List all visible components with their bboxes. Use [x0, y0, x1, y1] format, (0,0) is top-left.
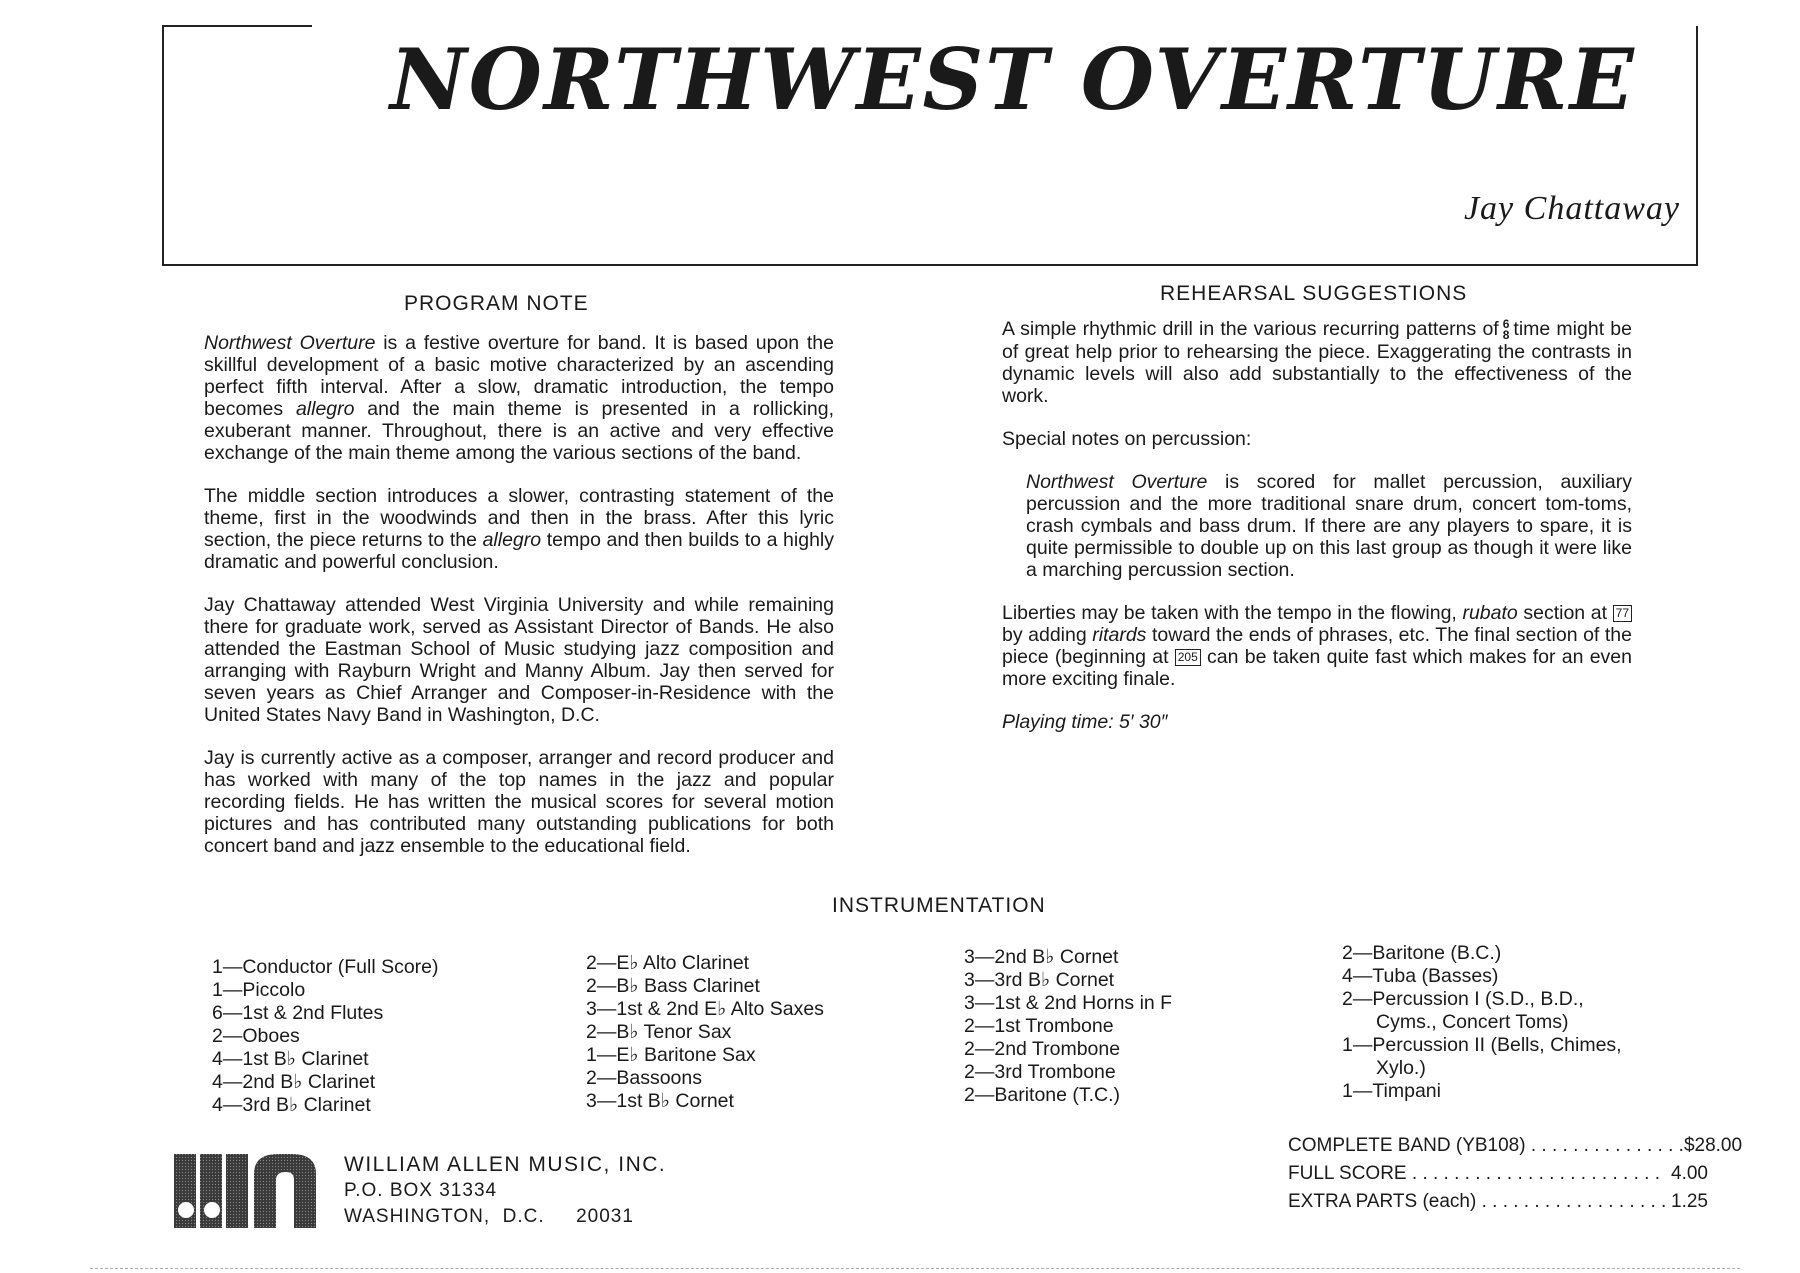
rehearsal-mark: 77 — [1613, 605, 1632, 622]
rehearsal-paragraph-1 — [1002, 318, 1632, 407]
text-run: is scored for mallet percussion, auxiliary percussion and the more traditional snare drum, concert tom-toms, crash cymbals and bass drum. If there are any players to spare, it is quite permissible to double up on this last group as though it were like a marching percussion section. — [1026, 470, 1632, 581]
program-note-paragraph-2 — [204, 485, 834, 573]
price-amount: 4.00 — [1671, 1163, 1708, 1184]
program-note-paragraph-3: Jay Chattaway attended West Virginia University and while remaining there for graduate work, served as Assistant Director of Bands. He also attended the Eastman School of Music studying jazz composition and arranging with Rayburn Wright and Manny Album. Jay then served for seven years as Chief Arranger and Composer-in-Residence with the United States Navy Band in Washington, D.C. — [204, 594, 834, 726]
instrument-item: 2—Bassoons — [586, 1067, 702, 1089]
instrumentation-column-2 — [586, 952, 824, 1113]
publisher-address-line-1: P.O. BOX 31334 — [344, 1180, 498, 1201]
instrument-item: Xylo.) — [1376, 1057, 1426, 1079]
price-label: COMPLETE BAND (YB108) . . . . . . . . . . . . . . . — [1288, 1135, 1684, 1156]
text-run: tempo and then builds to a highly dramatic and powerful conclusion. — [204, 529, 834, 573]
price-amount: 1.25 — [1671, 1191, 1708, 1212]
instrument-item: 1—Piccolo — [212, 979, 306, 1001]
instrument-item: 2—B♭ Tenor Sax — [586, 1021, 732, 1043]
instrument-item: 6—1st & 2nd Flutes — [212, 1002, 384, 1024]
publisher-address-line-2: WASHINGTON, D.C. 20031 — [344, 1206, 634, 1227]
time-signature — [1502, 316, 1510, 342]
instrumentation-column-4 — [1342, 942, 1622, 1103]
instrument-item: 3—3rd B♭ Cornet — [964, 969, 1115, 991]
text-run: toward the ends of phrases, etc. The final section of the piece (beginning at — [1002, 623, 1632, 668]
instrument-item: 4—Tuba (Basses) — [1342, 965, 1499, 987]
instrument-item: 1—Conductor (Full Score) — [212, 956, 439, 978]
tempo-term: rubato — [1462, 601, 1518, 624]
time-signature-denominator: 8 — [1502, 327, 1510, 342]
price-row — [1288, 1160, 1708, 1188]
publisher-name: WILLIAM ALLEN MUSIC, INC. — [344, 1153, 667, 1176]
price-list — [1288, 1132, 1743, 1216]
rehearsal-column — [1002, 318, 1632, 754]
instrument-item: 1—Percussion II (Bells, Chimes, — [1342, 1034, 1622, 1056]
instrument-item: 2—Percussion I (S.D., B.D., — [1342, 988, 1584, 1010]
instrument-item: 3—1st & 2nd E♭ Alto Saxes — [586, 998, 824, 1020]
playing-time: Playing time: 5′ 30″ — [1002, 710, 1168, 733]
composer-name: Jay Chattaway — [1463, 190, 1680, 227]
publisher-block — [344, 1152, 666, 1230]
text-run: can be taken quite fast which makes for an even more exciting finale. — [1002, 645, 1632, 690]
time-signature-numerator: 6 — [1502, 316, 1510, 331]
instrument-item: 2—Baritone (B.C.) — [1342, 942, 1502, 964]
instrumentation-column-3 — [964, 946, 1172, 1107]
price-row — [1288, 1188, 1708, 1216]
instrument-item: 3—1st B♭ Cornet — [586, 1090, 734, 1112]
instrument-item: 4—2nd B♭ Clarinet — [212, 1071, 376, 1093]
text-run: time might be of great help prior to rehearsing the piece. Exaggerating the contrasts in dynamic levels will also add substantially to the effectiveness of the work. — [1002, 318, 1632, 407]
instrument-item: 1—Timpani — [1342, 1080, 1441, 1102]
instrumentation-heading: INSTRUMENTATION — [832, 894, 1046, 917]
tempo-term: allegro — [295, 398, 355, 420]
program-note-paragraph-1 — [204, 332, 834, 464]
rehearsal-heading: REHEARSAL SUGGESTIONS — [1160, 282, 1468, 305]
text-run: The middle section introduces a slower, contrasting statement of the theme, first in the woodwinds and then in the brass. After this lyric section, the piece returns to the — [204, 485, 834, 551]
work-title: Northwest Overture — [1026, 470, 1208, 493]
tempo-term: allegro — [482, 529, 542, 551]
price-label: EXTRA PARTS (each) . . . . . . . . . . . . . . . . . . — [1288, 1191, 1667, 1212]
instrument-item: 1—E♭ Baritone Sax — [586, 1044, 756, 1066]
page-title: NORTHWEST OVERTURE — [390, 30, 1636, 129]
instrument-item: 4—3rd B♭ Clarinet — [212, 1094, 371, 1116]
price-label: FULL SCORE . . . . . . . . . . . . . . . . . . . . . . . . — [1288, 1163, 1660, 1184]
instrument-item: Cyms., Concert Toms) — [1376, 1011, 1569, 1033]
instrument-item: 2—B♭ Bass Clarinet — [586, 975, 760, 997]
text-run: A simple rhythmic drill in the various recurring patterns of — [1002, 318, 1499, 340]
rehearsal-paragraph-4 — [1002, 602, 1632, 690]
instrument-item: 3—2nd B♭ Cornet — [964, 946, 1119, 968]
instrument-item: 2—Baritone (T.C.) — [964, 1084, 1121, 1106]
text-run: by adding — [1002, 623, 1093, 646]
instrument-item: 2—1st Trombone — [964, 1015, 1114, 1037]
program-note-paragraph-4: Jay is currently active as a composer, arranger and record producer and has worked with many of the top names in the jazz and popular recording fields. He has written the musical scores for several motion pictures and has contributed many outstanding publications for both concert band and jazz ensemble to the educational field. — [204, 747, 834, 857]
price-amount: $28.00 — [1683, 1135, 1743, 1156]
rehearsal-mark: 205 — [1175, 649, 1201, 666]
text-run: Liberties may be taken with the tempo in the flowing, — [1002, 601, 1463, 624]
instrument-item: 4—1st B♭ Clarinet — [212, 1048, 369, 1070]
instrument-item: 2—E♭ Alto Clarinet — [586, 952, 750, 974]
tempo-term: ritards — [1092, 623, 1147, 646]
text-run: and the main theme is presented in a rollicking, exuberant manner. Throughout, there is an active and very effective exchange of the main theme among the various sections of the band. — [204, 398, 834, 464]
bottom-rule — [90, 1268, 1740, 1269]
program-note-column — [204, 332, 834, 878]
instrument-item: 3—1st & 2nd Horns in F — [964, 992, 1173, 1014]
instrument-item: 2—2nd Trombone — [964, 1038, 1121, 1060]
rehearsal-paragraph-3 — [1026, 471, 1632, 581]
instrument-item: 2—Oboes — [212, 1025, 300, 1047]
instrumentation-column-1 — [212, 956, 439, 1117]
text-run: is a festive overture for band. It is based upon the skillful development of a basic motive characterized by an ascending perfect fifth interval. After a slow, dramatic introduction, the tempo becomes — [204, 332, 834, 420]
price-row — [1288, 1132, 1743, 1160]
work-title: Northwest Overture — [204, 332, 376, 354]
instrument-item: 2—3rd Trombone — [964, 1061, 1116, 1083]
rehearsal-paragraph-2: Special notes on percussion: — [1002, 427, 1252, 450]
publisher-logo — [172, 1150, 318, 1232]
text-run: section at — [1517, 601, 1613, 624]
program-note-heading: PROGRAM NOTE — [404, 292, 589, 315]
